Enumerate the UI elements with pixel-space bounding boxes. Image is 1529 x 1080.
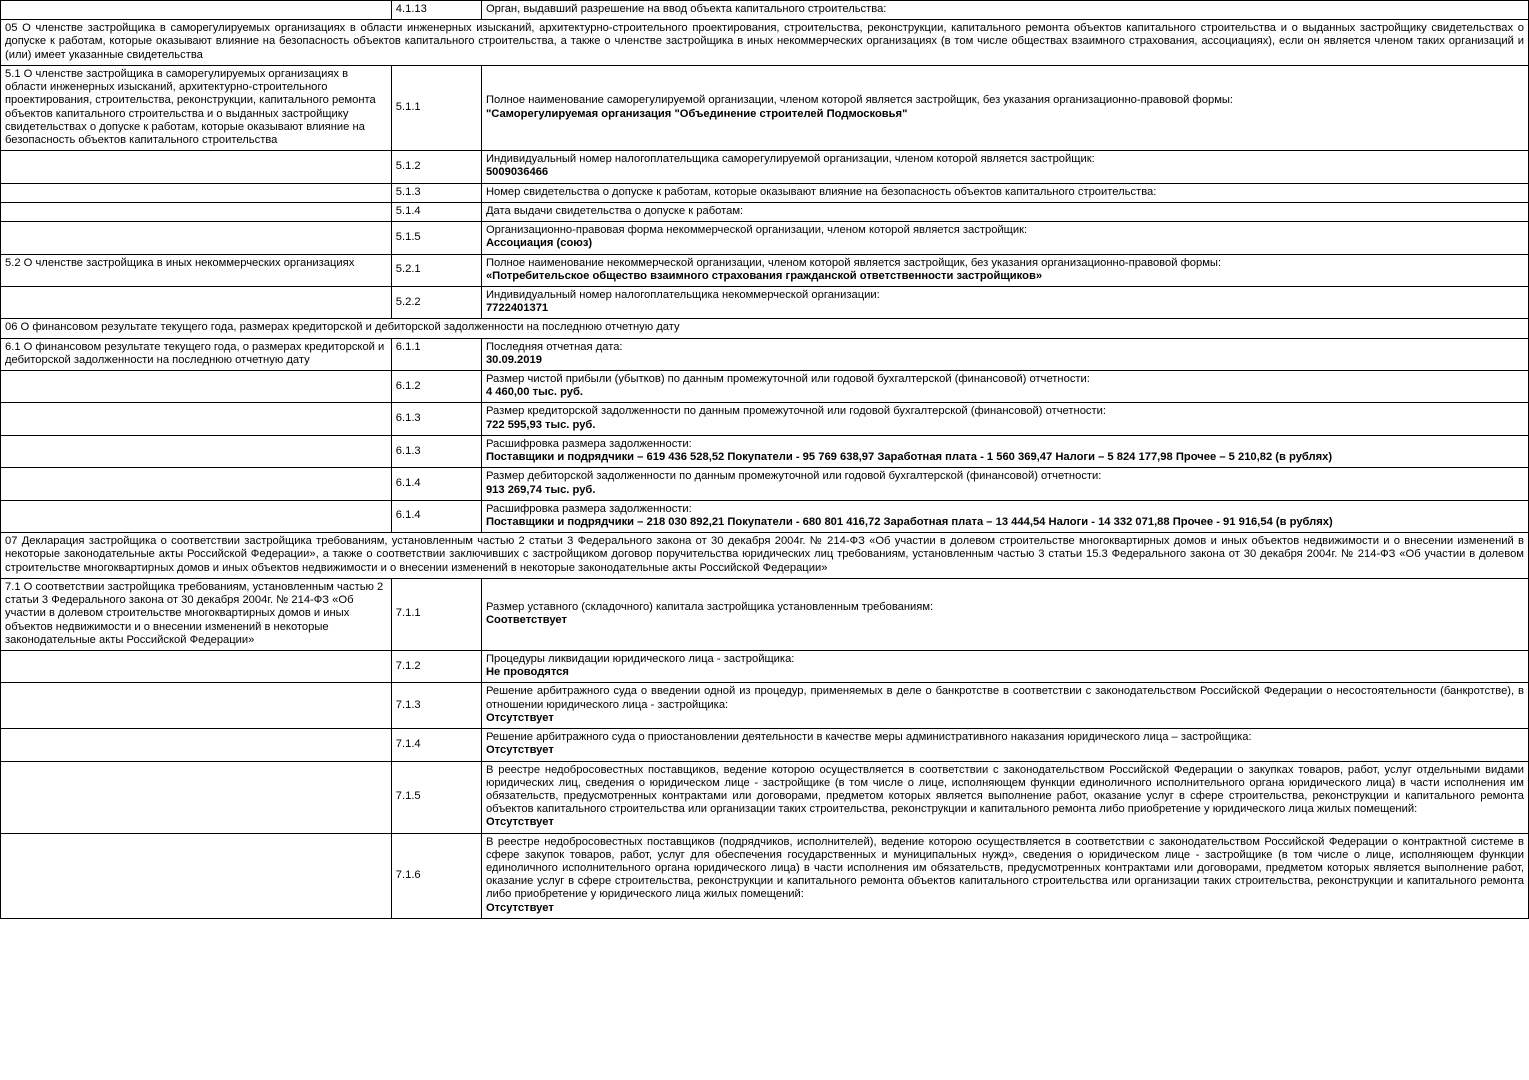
section-header-05: 05 О членстве застройщика в саморегулируемых организациях в области инженерных изысканий, архитектурно-строительного проектирования, строительства, реконструкции, капитального ремонта объектов капитального строительства и о выданных застройщику свидетельствах о допуске к работам, которые оказывают влияние на безопасность объектов капитального строительства, а также о членстве застройщика в иных некоммерческих организациях (в том числе обществах взаимного страхования, ассоциациях), если он является членом таких организаций и (или) имеет указанные свидетельства	[1, 20, 1529, 66]
row-code: 6.1.1	[391, 338, 481, 370]
section-header-06: 06 О финансовом результате текущего года, размерах кредиторской и дебиторской задолженности на последнюю отчетную дату	[1, 319, 1529, 338]
row-value: Не проводятся	[485, 666, 569, 679]
table-row	[1, 578, 1529, 650]
row-content	[481, 435, 1528, 467]
row-code: 6.1.2	[391, 371, 481, 403]
row-value: Поставщики и подрядчики – 218 030 892,21 Покупатели - 680 801 416,72 Заработная плата – 13 444,54 Налоги - 14 332 071,88 Прочее - 91 916,54 (в рублях)	[485, 516, 1333, 528]
row-label: Организационно-правовая форма некоммерческой организации, членом которой является застройщик:	[485, 224, 1028, 237]
table-row	[1, 500, 1529, 532]
row-code: 7.1.3	[391, 683, 481, 729]
row-label: Размер дебиторской задолженности по данным промежуточной или годовой бухгалтерской (финансовой) отчетности:	[485, 470, 1102, 483]
row-value: Отсутствует	[485, 711, 554, 724]
row-content	[481, 683, 1528, 729]
row-code: 6.1.4	[391, 500, 481, 532]
row-label: Дата выдачи свидетельства о допуске к работам:	[485, 204, 744, 217]
table-row	[1, 650, 1529, 682]
row-content	[481, 371, 1528, 403]
row-content	[481, 403, 1528, 435]
row-label: Размер кредиторской задолженности по данным промежуточной или годовой бухгалтерской (финансовой) отчетности:	[485, 405, 1106, 418]
row-value: Поставщики и подрядчики – 619 436 528,52 Покупатели - 95 769 638,97 Заработная плата - 1 560 369,47 Налоги – 5 824 177,98 Прочее – 5 210,82 (в рублях)	[485, 451, 1333, 464]
table-row	[1, 468, 1529, 500]
table-row	[1, 222, 1529, 254]
row-value: 7722401371	[485, 302, 549, 315]
row-code: 7.1.5	[391, 761, 481, 833]
table-row	[1, 65, 1529, 150]
table-row	[1, 183, 1529, 202]
empty-cell	[1, 500, 392, 532]
subsection-label-7-1: 7.1 О соответствии застройщика требованиям, установленным частью 2 статьи 3 Федерального закона от 30 декабря 2004г. № 214-ФЗ «Об участии в долевом строительстве многоквартирных домов и иных объектов недвижимости и о внесении изменений в некоторые законодательные акты Российской Федерации»	[1, 578, 392, 650]
empty-cell	[1, 761, 392, 833]
row-value: 4 460,00 тыс. руб.	[485, 386, 583, 399]
row-code: 7.1.2	[391, 650, 481, 682]
row-code: 5.2.2	[391, 286, 481, 318]
table-row	[1, 286, 1529, 318]
row-value: «Потребительское общество взаимного страхования гражданской ответственности застройщиков»	[485, 269, 1043, 282]
row-content	[481, 202, 1528, 221]
row-content	[481, 500, 1528, 532]
row-value: "Саморегулируемая организация "Объединение строителей Подмосковья"	[485, 107, 908, 120]
row-label: Индивидуальный номер налогоплательщика саморегулируемой организации, членом которой является застройщик:	[485, 153, 1095, 166]
table-row	[1, 833, 1529, 918]
section-header-row-06	[1, 319, 1529, 338]
empty-cell	[1, 650, 392, 682]
row-label: Орган, выдавший разрешение на ввод объекта капитального строительства:	[481, 1, 1528, 20]
empty-cell	[1, 151, 392, 183]
row-code: 6.1.3	[391, 403, 481, 435]
row-code: 5.1.1	[391, 65, 481, 150]
table-row	[1, 202, 1529, 221]
table-row	[1, 371, 1529, 403]
row-value: 722 595,93 тыс. руб.	[485, 418, 596, 431]
section-header-row-07	[1, 533, 1529, 579]
row-label: Расшифровка размера задолженности:	[485, 502, 692, 515]
row-code: 5.1.5	[391, 222, 481, 254]
row-content	[481, 761, 1528, 833]
row-value: Ассоциация (союз)	[485, 237, 593, 250]
row-code: 6.1.3	[391, 435, 481, 467]
row-value: 30.09.2019	[485, 353, 542, 366]
empty-cell	[1, 286, 392, 318]
row-label: Решение арбитражного суда о приостановлении деятельности в качестве меры административного наказания юридического лица – застройщика:	[485, 731, 1252, 744]
row-code: 7.1.6	[391, 833, 481, 918]
row-value: Соответствует	[485, 613, 567, 626]
row-content	[481, 468, 1528, 500]
row-label: Расшифровка размера задолженности:	[485, 437, 692, 450]
subsection-label-6-1: 6.1 О финансовом результате текущего года, о размерах кредиторской и дебиторской задолженности на последнюю отчетную дату	[1, 338, 392, 370]
row-label: Решение арбитражного суда о введении одной из процедур, применяемых в деле о банкротстве в соответствии с законодательством Российской Федерации о несостоятельности (банкротстве), в отношении юридического лица - застройщика:	[485, 685, 1524, 711]
table-row	[1, 729, 1529, 761]
subsection-label-5-2: 5.2 О членстве застройщика в иных некоммерческих организациях	[1, 254, 392, 286]
row-label: В реестре недобросовестных поставщиков, ведение которою осуществляется в соответствии с законодательством Российской Федерации о закупках товаров, работ, услуг отдельными видами юридических лиц, сведения о юридическом лице - застройщике (в том числе о лице, исполняющем функции единоличного исполнительного органа юридического лица) в части исполнения им обязательств, предусмотренных контрактами или договорами, предметом которых является выполнение работ, оказание услуг в сфере строительства, реконструкции и капитального ремонта объектов капитального строительства или организации таких строительства, реконструкции и капитального ремонта либо приобретение у юридического лица жилых помещений:	[485, 763, 1524, 816]
empty-cell	[1, 468, 392, 500]
empty-cell	[1, 222, 392, 254]
row-label: Процедуры ликвидации юридического лица - застройщика:	[485, 652, 795, 665]
row-code: 4.1.13	[391, 1, 481, 20]
row-value: 5009036466	[485, 166, 549, 179]
table-row	[1, 435, 1529, 467]
section-header-07: 07 Декларация застройщика о соответствии застройщика требованиям, установленным частью 2 статьи 3 Федерального закона от 30 декабря 2004г. № 214-ФЗ «Об участии в долевом строительстве многоквартирных домов и иных объектов недвижимости и о внесении изменений в некоторые законодательные акты Российской Федерации», а также о соответствии заключивших с застройщиком договор поручительства юридических лиц требованиям, установленным частью 3 статьи 15.3 Федерального закона от 30 декабря 2004г. № 214-ФЗ «Об участии в долевом строительстве многоквартирных домов и иных объектов недвижимости и о внесении изменений в некоторые законодательные акты Российской Федерации»	[1, 533, 1529, 579]
empty-cell	[1, 1, 392, 20]
row-label: Индивидуальный номер налогоплательщика некоммерческой организации:	[485, 288, 880, 301]
row-content	[481, 833, 1528, 918]
row-content	[481, 254, 1528, 286]
row-content	[481, 65, 1528, 150]
row-code: 5.1.2	[391, 151, 481, 183]
row-label: В реестре недобросовестных поставщиков (подрядчиков, исполнителей), ведение которою осуществляется в соответствии с законодательством Российской Федерации о контрактной системе в сфере закупок товаров, работ, услуг для обеспечения государственных и муниципальных нужд», сведения о юридическом лице - застройщике (в том числе о лице, исполняющем функции единоличного исполнительного органа юридического лица) в части исполнения им обязательств, предусмотренных контрактами или договорами, предметом которых является выполнение работ, оказание услуг в сфере строительства, реконструкции и капитального ремонта объектов капитального строительства или организации таких строительства, реконструкции и капитального ремонта либо приобретение у юридического лица жилых помещений:	[485, 835, 1524, 901]
table-row	[1, 254, 1529, 286]
row-content	[481, 650, 1528, 682]
row-content	[481, 151, 1528, 183]
table-row	[1, 1, 1529, 20]
row-code: 6.1.4	[391, 468, 481, 500]
table-row	[1, 683, 1529, 729]
row-value: 913 269,74 тыс. руб.	[485, 483, 596, 496]
row-content	[481, 578, 1528, 650]
row-content	[481, 183, 1528, 202]
row-content	[481, 222, 1528, 254]
empty-cell	[1, 183, 392, 202]
row-content	[481, 729, 1528, 761]
empty-cell	[1, 435, 392, 467]
empty-cell	[1, 833, 392, 918]
empty-cell	[1, 729, 392, 761]
row-label: Размер чистой прибыли (убытков) по данным промежуточной или годовой бухгалтерской (финансовой) отчетности:	[485, 373, 1090, 386]
empty-cell	[1, 371, 392, 403]
empty-cell	[1, 403, 392, 435]
empty-cell	[1, 683, 392, 729]
table-row	[1, 403, 1529, 435]
row-label: Размер уставного (складочного) капитала застройщика установленным требованиям:	[485, 600, 934, 613]
table-row	[1, 338, 1529, 370]
table-row	[1, 761, 1529, 833]
row-label: Последняя отчетная дата:	[485, 340, 623, 353]
empty-cell	[1, 202, 392, 221]
row-code: 7.1.4	[391, 729, 481, 761]
row-code: 5.2.1	[391, 254, 481, 286]
row-label: Полное наименование саморегулируемой организации, членом которой является застройщик, без указания организационно-правовой формы:	[485, 94, 1234, 107]
row-content	[481, 286, 1528, 318]
row-value: Отсутствует	[485, 901, 554, 914]
row-value: Отсутствует	[485, 744, 554, 757]
row-label: Номер свидетельства о допуске к работам, которые оказывают влияние на безопасность объектов капитального строительства:	[485, 185, 1157, 198]
row-content	[481, 338, 1528, 370]
row-value: Отсутствует	[485, 816, 554, 829]
row-code: 5.1.4	[391, 202, 481, 221]
row-label: Полное наименование некоммерческой организации, членом которой является застройщик, без указания организационно-правовой формы:	[485, 256, 1222, 269]
subsection-label-5-1: 5.1 О членстве застройщика в саморегулируемых организациях в области инженерных изысканий, архитектурно-строительного проектирования, строительства, реконструкции, капитального ремонта объектов капитального строительства и о выданных застройщику свидетельствах о допуске к работам, которые оказывают влияние на безопасность объектов капитального строительства	[1, 65, 392, 150]
row-code: 5.1.3	[391, 183, 481, 202]
row-code: 7.1.1	[391, 578, 481, 650]
section-header-row-05	[1, 20, 1529, 66]
table-row	[1, 151, 1529, 183]
